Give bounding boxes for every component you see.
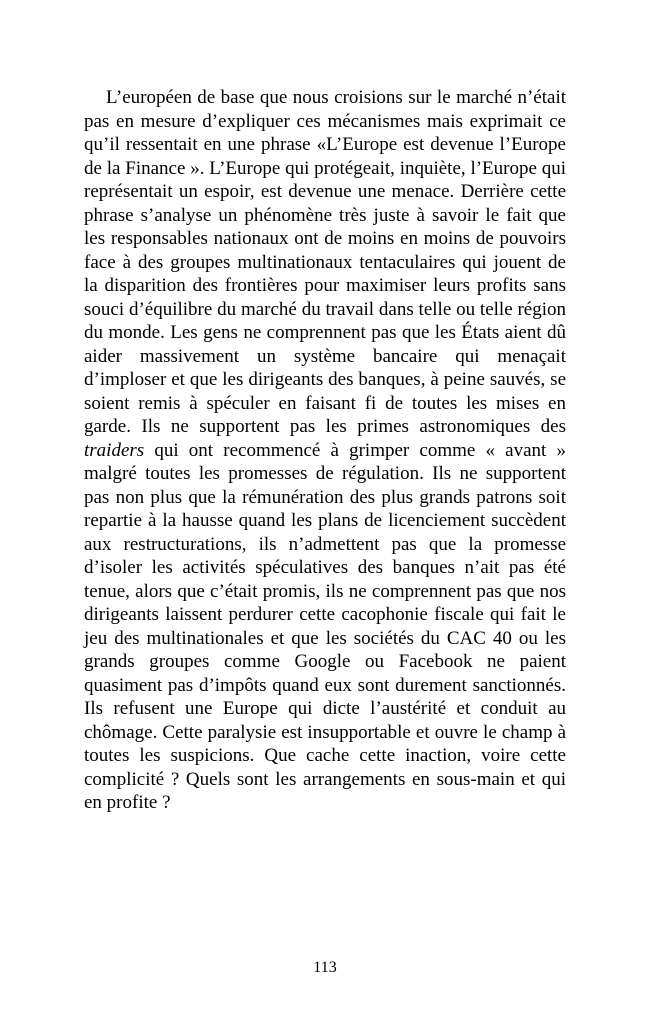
page-number: 113	[313, 959, 337, 976]
paragraph-text-part-1: L’européen de base que nous croisions sur le marché n’était pas en mesure d’expliquer ces mécanismes mais exprimait ce qu’il ressentait en une phrase «L’Europe est devenue l’Europe de la Finance ». L’Europe qui protégeait, inquiète, l’Europe qui représentait un espoir, est devenue une menace. Derrière cette phrase s’analyse un phénomène très juste à savoir le fait que les responsables nationaux ont de moins en moins de pouvoirs face à des groupes multinationaux tentaculaires qui jouent de la disparition des frontières pour maximiser leurs profits sans souci d’équilibre du marché du travail dans telle ou telle région du monde. Les gens ne comprennent pas que les États aient dû aider massivement un système bancaire qui menaçait d’imploser et que les dirigeants des banques, à peine sauvés, se soient remis à spéculer en faisant fi de toutes les mises en garde. Ils ne supportent pas les primes astronomiques des	[84, 87, 566, 437]
paragraph	[84, 86, 566, 815]
italic-word: traiders	[84, 439, 145, 461]
body-text	[84, 86, 566, 815]
paragraph-text-part-2: qui ont recommencé à grimper comme « avant » malgré toutes les promesses de régulation. Ils ne supportent pas non plus que la rémunération des plus grands patrons soit repartie à la hausse quand les plans de licenciement succèdent aux restructurations, ils n’admettent pas que la promesse d’isoler les activités spéculatives des banques n’ait pas été tenue, alors que c’était promis, ils ne comprennent pas que nos dirigeants laissent perdurer cette cacophonie fiscale qui fait le jeu des multinationales et que les sociétés du CAC 40 ou les grands groupes comme Google ou Facebook ne paient quasiment pas d’impôts quand eux sont durement sanctionnés. Ils refusent une Europe qui dicte l’austérité et conduit au chômage. Cette paralysie est insupportable et ouvre le champ à toutes les suspicions. Que cache cette inaction, voire cette complicité ? Quels sont les arrangements en sous-main et qui en profite ?	[84, 439, 566, 813]
